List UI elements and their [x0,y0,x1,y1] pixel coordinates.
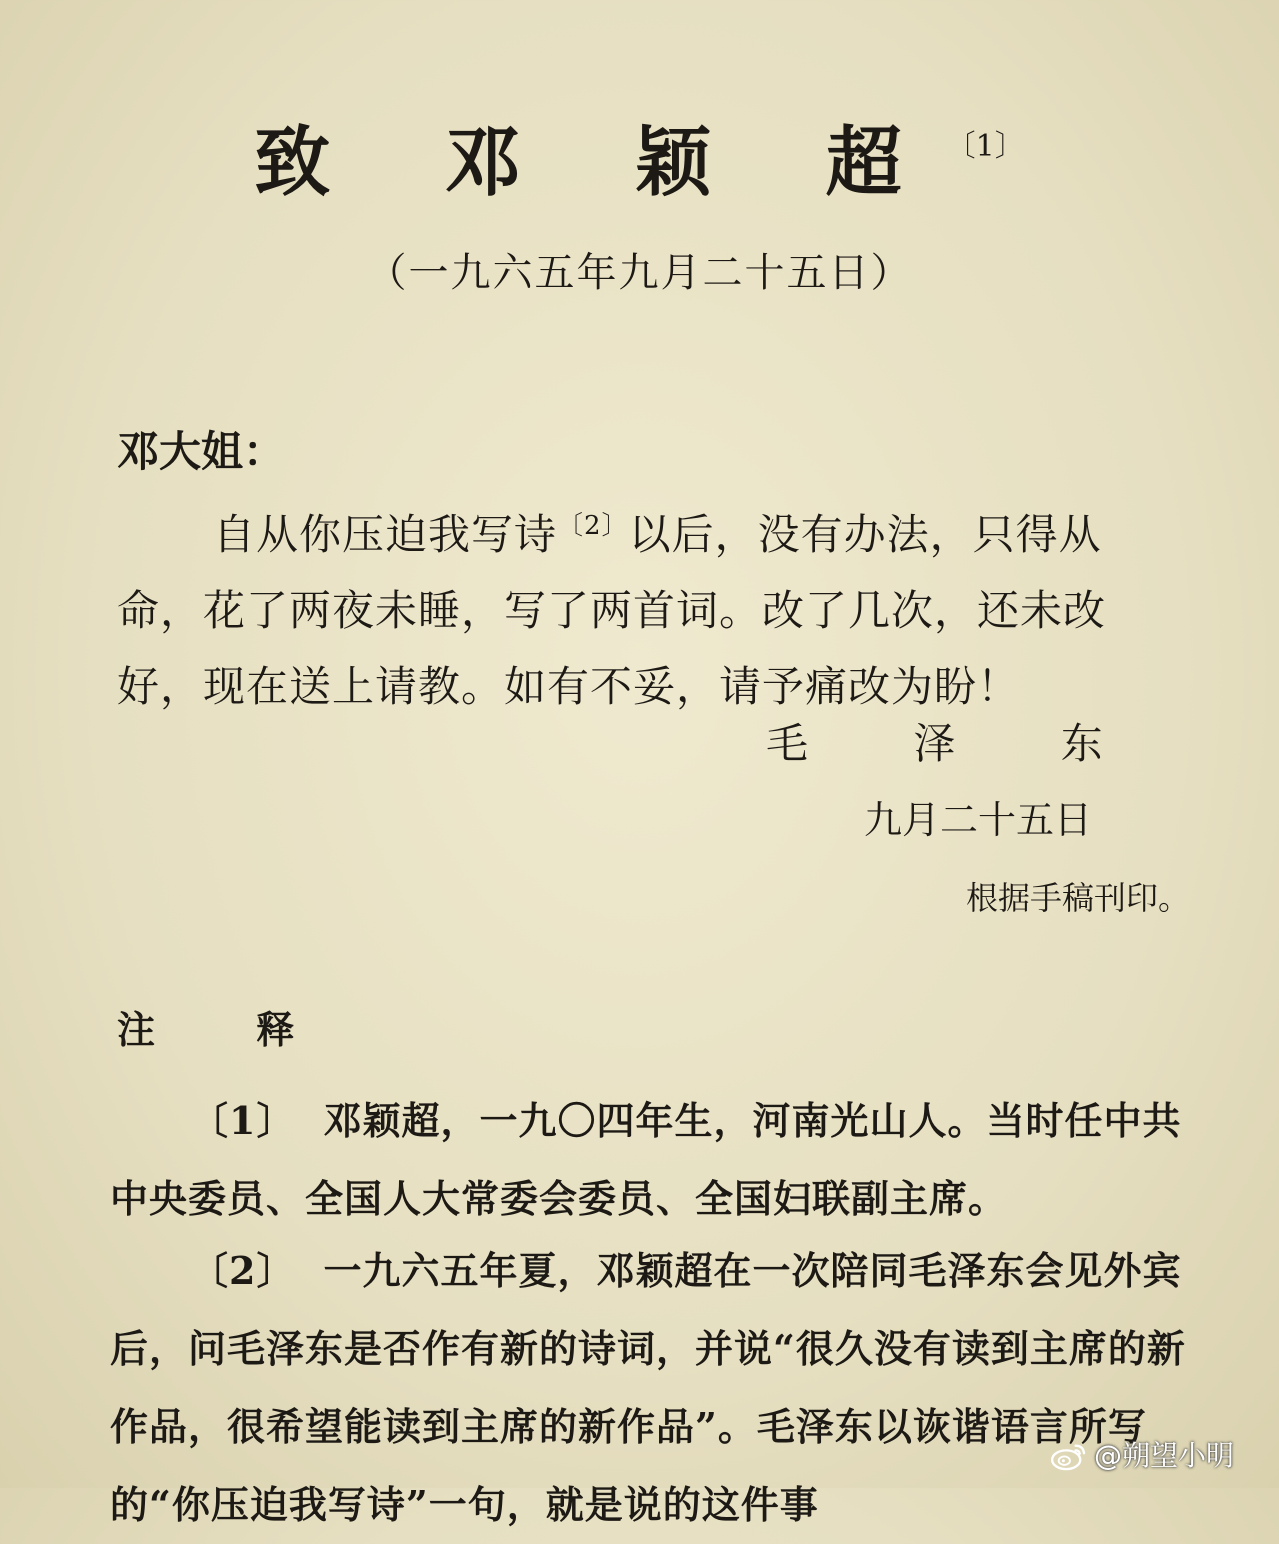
note-text: 邓颖超，一九〇四年生，河南光山人。当时任中共中央委员、全国人大常委会委员、全国妇联副主席。 [110,1098,1182,1221]
letter-body [117,488,1187,725]
letter-body-part2: 以后，没有办法，只得从命，花了两夜未睡，写了两首词。改了几次，还未改好，现在送上请教。如有不妥，请予痛改为盼！ [117,510,1107,711]
letter-title [0,108,1279,207]
weibo-icon [1050,1441,1088,1471]
note-item [110,1232,1220,1544]
salutation: 邓大姐： [117,427,286,476]
signed-date: 九月二十五日 [864,798,1093,842]
letter-body-part1: 自从你压迫我写诗 [213,510,558,559]
watermark [1050,1436,1234,1476]
watermark-text: @朔望小明 [1094,1439,1235,1472]
signature: 毛 泽 东 [766,719,1149,768]
source-note: 根据手稿刊印。 [966,879,1191,917]
title-note-ref: 〔1〕 [945,129,1025,164]
note-number: 〔1〕 [190,1098,296,1143]
letter-note-ref: 〔2〕 [557,511,629,541]
notes-heading: 注 释 [117,1007,339,1052]
title-text: 致 邓 颖 超 [254,117,946,207]
note-text: 一九六五年夏，邓颖超在一次陪同毛泽东会见外宾后，问毛泽东是否作有新的诗词，并说“很久没有读到主席的新作品，很希望能读到主席的新作品”。毛泽东以诙谐语言所写的“你压迫我写诗”一句，就是说的这件事 [110,1248,1186,1527]
note-item [110,1082,1220,1238]
letter-date-line: （一九六五年九月二十五日） [366,250,913,296]
note-number: 〔2〕 [190,1248,296,1293]
